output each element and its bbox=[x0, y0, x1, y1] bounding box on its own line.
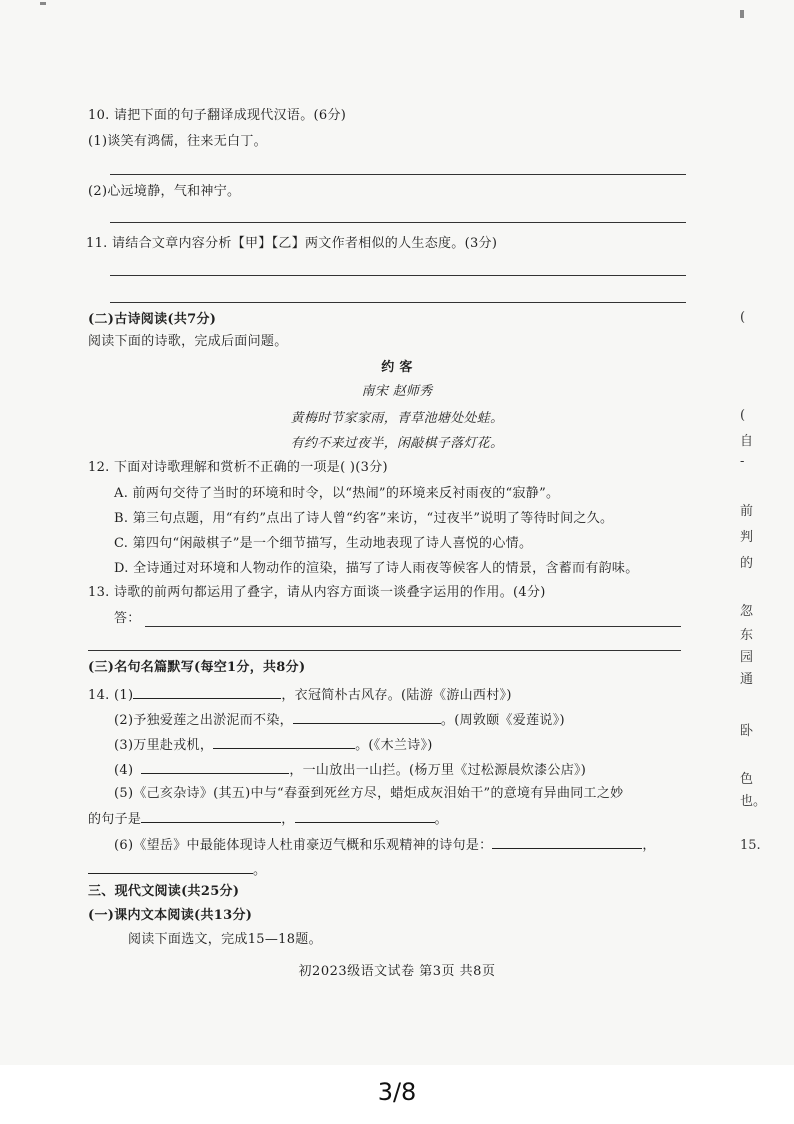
poem-line-2: 有约不来过夜半，闲敲棋子落灯花。 bbox=[290, 436, 504, 451]
margin-fragment: 通 bbox=[740, 672, 754, 687]
q13-stem: 13. 诗歌的前两句都运用了叠字，请从内容方面谈一谈叠字运用的作用。(4分) bbox=[88, 585, 546, 600]
page-indicator: 3/8 bbox=[377, 1078, 417, 1106]
item-text: 的句子是 bbox=[88, 812, 142, 827]
answer-line[interactable] bbox=[145, 626, 681, 627]
answer-line[interactable] bbox=[110, 302, 686, 303]
fill-blank[interactable] bbox=[213, 736, 355, 749]
q14-item-5-line1: (5)《己亥杂诗》(其五)中与“春蚕到死丝方尽，蜡炬成灰泪始干”的意境有异曲同工之妙 bbox=[114, 786, 624, 801]
margin-fragment: 卧 bbox=[740, 724, 754, 739]
scan-speck bbox=[740, 10, 744, 18]
item-text: ， bbox=[281, 812, 295, 827]
q10-stem: 10. 请把下面的句子翻译成现代汉语。(6分) bbox=[88, 108, 347, 123]
subsection-instruction: 阅读下面选文，完成15—18题。 bbox=[128, 932, 322, 947]
section-instruction: 阅读下面的诗歌，完成后面问题。 bbox=[88, 334, 288, 349]
page-footer: 初2023级语文试卷 第3页 共8页 bbox=[298, 964, 496, 979]
item-text: ，衣冠简朴古风存。(陆游《游山西村》) bbox=[281, 688, 512, 703]
margin-fragment: ( bbox=[740, 408, 746, 423]
q10-sentence-2: (2)心远境静，气和神宁。 bbox=[88, 184, 241, 199]
fill-blank[interactable] bbox=[141, 810, 281, 823]
item-text: 。(《木兰诗》) bbox=[355, 738, 433, 753]
margin-fragment: 忽 bbox=[740, 604, 754, 619]
q12-option-b: B. 第三句点题，用“有约”点出了诗人曾“约客”来访，“过夜半”说明了等待时间之久。 bbox=[114, 511, 614, 526]
answer-line[interactable] bbox=[110, 275, 686, 276]
q11-stem: 11. 请结合文章内容分析【甲】【乙】两文作者相似的人生态度。(3分) bbox=[86, 236, 498, 251]
item-text: 。 bbox=[253, 863, 267, 878]
item-text: 。 bbox=[434, 812, 448, 827]
q14-number: 14. bbox=[88, 688, 110, 703]
item-text: (3)万里赴戎机， bbox=[114, 738, 214, 753]
fill-blank[interactable] bbox=[133, 686, 281, 699]
margin-fragment: 园 bbox=[740, 650, 754, 665]
q12-option-d: D. 全诗通过对环境和人物动作的渲染，描写了诗人雨夜等候客人的情景，含蓄而有韵味。 bbox=[114, 561, 639, 576]
fill-blank[interactable] bbox=[295, 810, 435, 823]
margin-fragment: 15. bbox=[740, 838, 761, 853]
q14-item-1 bbox=[88, 686, 512, 704]
answer-line[interactable] bbox=[110, 222, 686, 223]
fill-blank[interactable] bbox=[141, 761, 289, 774]
q14-item-2 bbox=[114, 711, 565, 729]
q14-item-6-line2 bbox=[88, 861, 266, 879]
q13-answer-label: 答： bbox=[114, 611, 141, 626]
item-text: 。(周敦颐《爱莲说》) bbox=[440, 713, 565, 728]
margin-fragment: ( bbox=[740, 310, 746, 325]
margin-fragment: 东 bbox=[740, 628, 754, 643]
fill-blank[interactable] bbox=[492, 836, 642, 849]
q12-option-c: C. 第四句“闲敲棋子”是一个细节描写，生动地表现了诗人喜悦的心情。 bbox=[114, 536, 533, 551]
q14-item-3 bbox=[114, 736, 433, 754]
q10-sentence-1: (1)谈笑有鸿儒，往来无白丁。 bbox=[88, 134, 267, 149]
q14-item-4 bbox=[114, 761, 586, 779]
item-text: (2)予独爱莲之出淤泥而不染， bbox=[114, 713, 293, 728]
section-heading-poetry: (二)古诗阅读(共7分) bbox=[88, 312, 217, 327]
item-label: (1) bbox=[114, 688, 134, 703]
margin-fragment: 也。 bbox=[740, 794, 767, 809]
margin-fragment: 判 bbox=[740, 530, 754, 545]
item-text: (6)《望岳》中最能体现诗人杜甫豪迈气概和乐观精神的诗句是： bbox=[114, 838, 493, 853]
margin-fragment: 自 bbox=[740, 434, 754, 449]
margin-fragment: - bbox=[740, 454, 745, 469]
scan-speck bbox=[40, 2, 46, 5]
q12-stem: 12. 下面对诗歌理解和赏析不正确的一项是( )(3分) bbox=[88, 460, 388, 475]
margin-fragment: 的 bbox=[740, 556, 754, 571]
poem-author: 南宋 赵师秀 bbox=[361, 384, 433, 399]
part-heading-modern-reading: 三、现代文阅读(共25分) bbox=[88, 884, 240, 899]
margin-fragment: 前 bbox=[740, 504, 754, 519]
item-label: (4) bbox=[114, 763, 134, 778]
fill-blank[interactable] bbox=[88, 861, 253, 874]
margin-fragment: 色 bbox=[740, 772, 754, 787]
q14-item-6-line1 bbox=[114, 836, 656, 854]
answer-line[interactable] bbox=[88, 650, 681, 651]
section-heading-recitation: (三)名句名篇默写(每空1分，共8分) bbox=[88, 660, 306, 675]
subsection-heading: (一)课内文本阅读(共13分) bbox=[88, 908, 253, 923]
item-text: ， bbox=[642, 838, 656, 853]
fill-blank[interactable] bbox=[293, 711, 441, 724]
poem-title: 约 客 bbox=[381, 360, 413, 375]
item-text: ，一山放出一山拦。(杨万里《过松源晨炊漆公店》) bbox=[289, 763, 587, 778]
q12-option-a: A. 前两句交待了当时的环境和时令，以“热闹”的环境来反衬雨夜的“寂静”。 bbox=[114, 486, 560, 501]
answer-line[interactable] bbox=[110, 174, 686, 175]
q14-item-5-line2 bbox=[88, 810, 448, 828]
poem-line-1: 黄梅时节家家雨，青草池塘处处蛙。 bbox=[290, 411, 504, 426]
